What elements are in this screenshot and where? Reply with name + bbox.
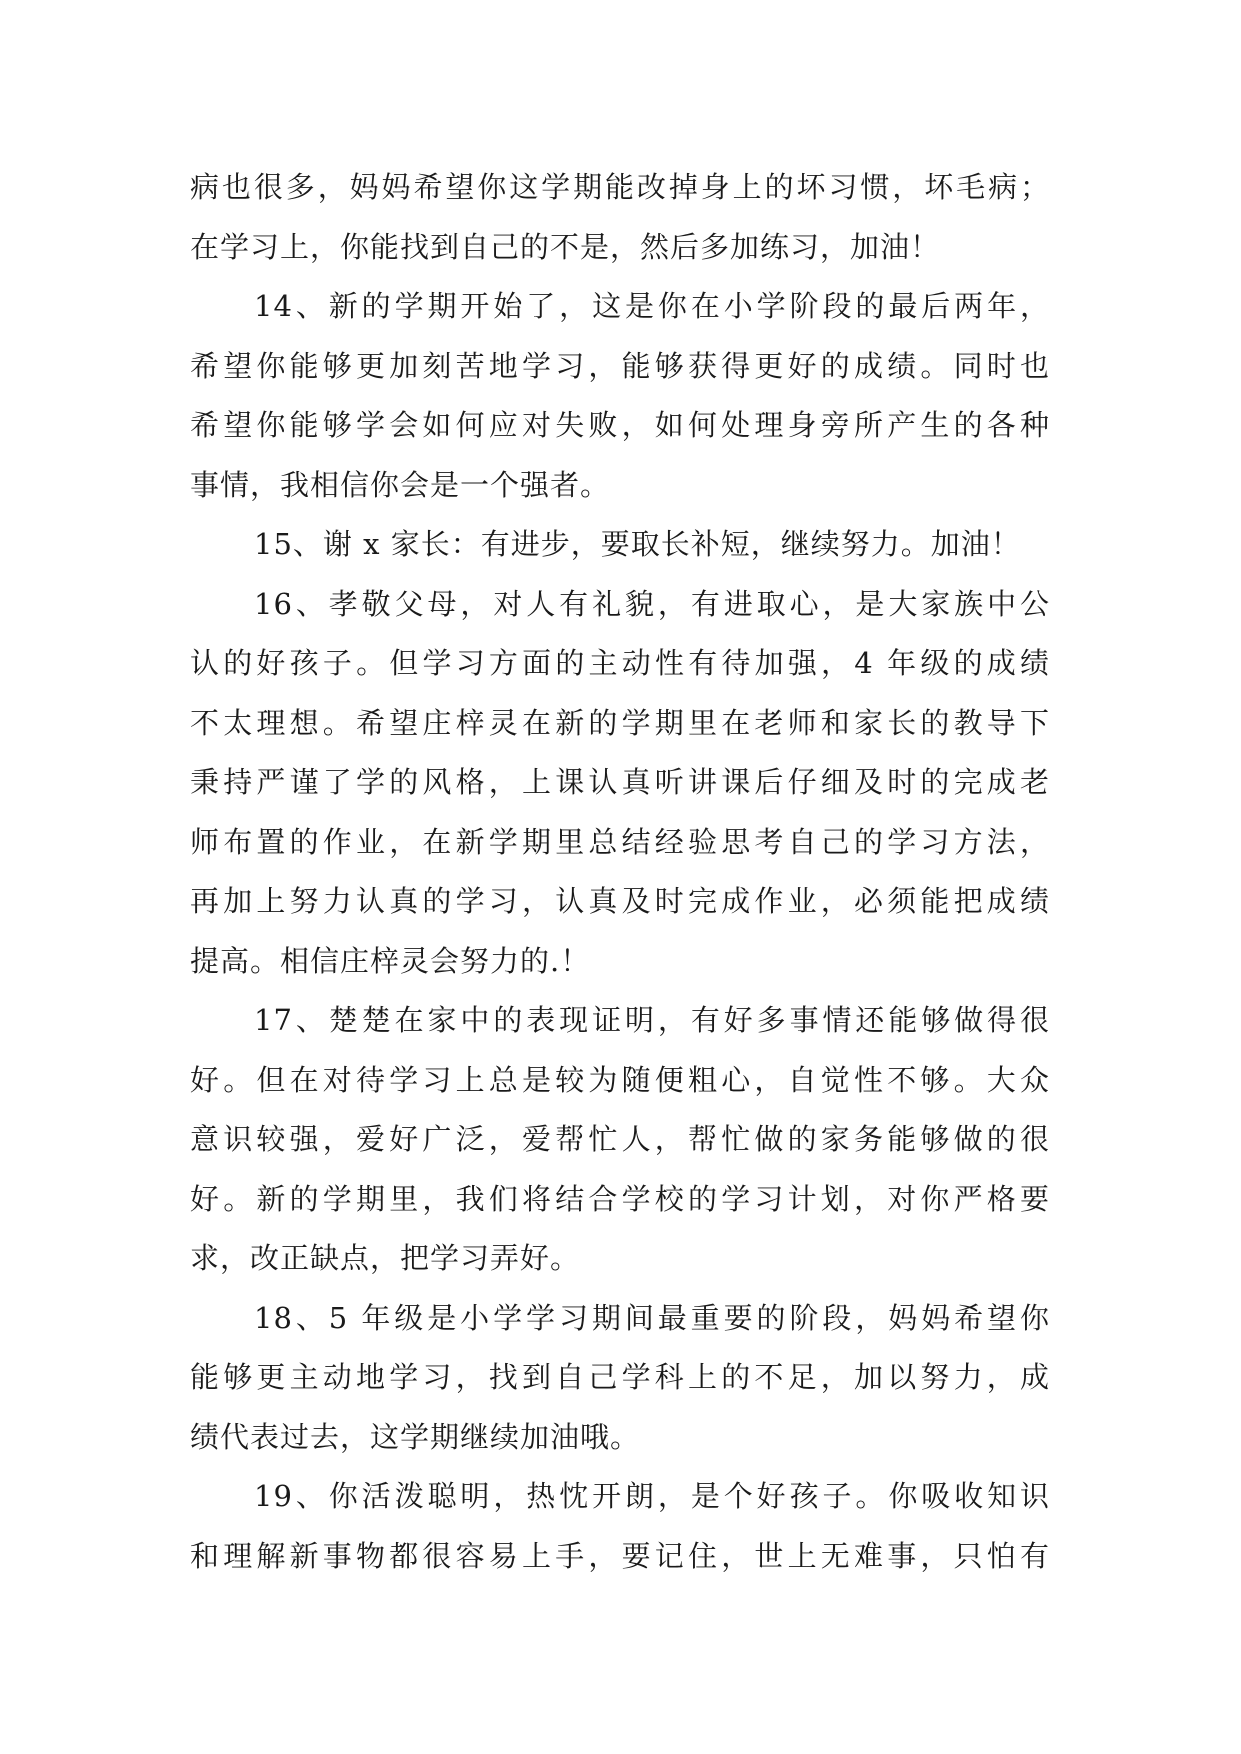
- text-line: 意识较强，爱好广泛，爱帮忙人，帮忙做的家务能够做的很: [190, 1122, 1050, 1156]
- text-line: 好。但在对待学习上总是较为随便粗心，自觉性不够。大众: [190, 1062, 1050, 1097]
- paragraph-first-line: 18、5 年级是小学学习期间最重要的阶段，妈妈希望你: [254, 1300, 1050, 1335]
- text-line: 求，改正缺点，把学习弄好。: [190, 1241, 581, 1275]
- paragraph-first-line: 16、孝敬父母，对人有礼貌，有进取心，是大家族中公: [254, 586, 1050, 621]
- text-line: 提高。相信庄梓灵会努力的.！: [190, 943, 591, 978]
- paragraph-first-line: 15、谢 x 家长：有进步，要取长补短，继续努力。加油！: [254, 527, 1021, 561]
- text-line: 不太理想。希望庄梓灵在新的学期里在老师和家长的教导下: [190, 705, 1050, 740]
- text-line: 事情，我相信你会是一个强者。: [190, 467, 611, 502]
- text-line: 认的好孩子。但学习方面的主动性有待加强，4 年级的成绩: [190, 646, 1050, 680]
- text-line: 病也很多，妈妈希望你这学期能改掉身上的坏习惯，坏毛病；: [190, 170, 1050, 204]
- text-line: 在学习上，你能找到自己的不是，然后多加练习，加油！: [190, 229, 941, 264]
- text-line: 师布置的作业，在新学期里总结经验思考自己的学习方法，: [190, 824, 1050, 859]
- paragraph-first-line: 19、你活泼聪明，热忱开朗，是个好孩子。你吸收知识: [254, 1479, 1050, 1513]
- paragraph-first-line: 14、新的学期开始了，这是你在小学阶段的最后两年，: [254, 289, 1050, 323]
- text-line: 再加上努力认真的学习，认真及时完成作业，必须能把成绩: [190, 884, 1050, 918]
- text-line: 绩代表过去，这学期继续加油哦。: [190, 1419, 641, 1454]
- text-line: 好。新的学期里，我们将结合学校的学习计划，对你严格要: [190, 1181, 1050, 1216]
- text-line: 希望你能够更加刻苦地学习，能够获得更好的成绩。同时也: [190, 348, 1050, 383]
- text-line: 希望你能够学会如何应对失败，如何处理身旁所产生的各种: [190, 408, 1050, 442]
- text-line: 能够更主动地学习，找到自己学科上的不足，加以努力，成: [190, 1360, 1050, 1394]
- text-line: 秉持严谨了学的风格，上课认真听讲课后仔细及时的完成老: [190, 765, 1050, 799]
- document-body: [190, 158, 1050, 1586]
- paragraph-first-line: 17、楚楚在家中的表现证明，有好多事情还能够做得很: [254, 1003, 1050, 1037]
- text-line: 和理解新事物都很容易上手，要记住，世上无难事，只怕有: [190, 1538, 1050, 1573]
